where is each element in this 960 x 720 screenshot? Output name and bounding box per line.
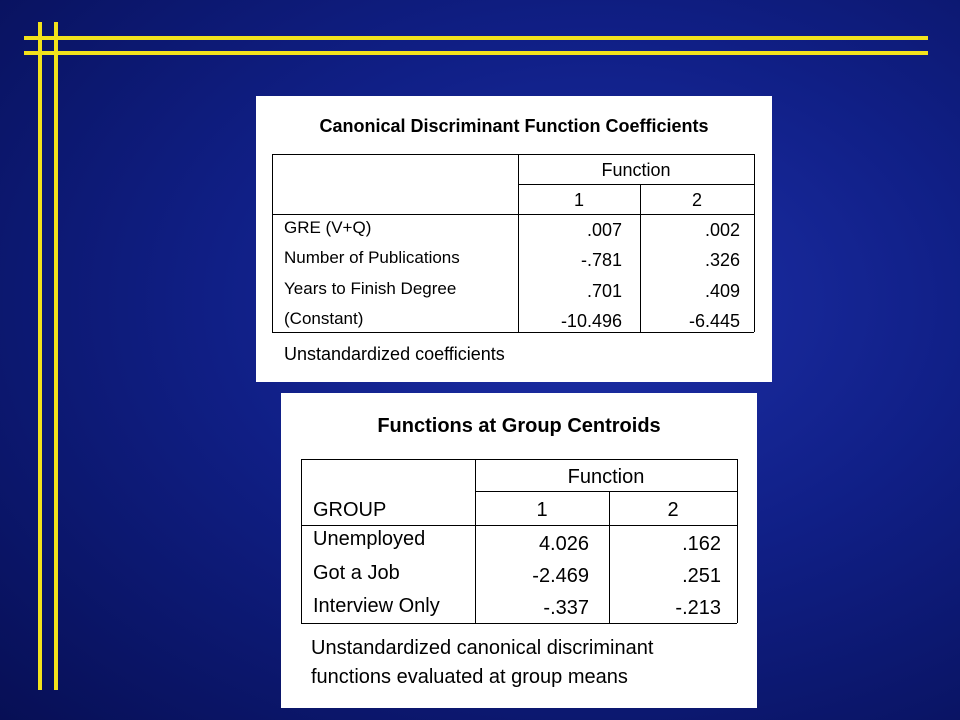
column-header-1: 1 — [536, 499, 548, 521]
decorative-vertical-line-2 — [54, 22, 58, 690]
value-cell: -.781 — [580, 250, 622, 270]
row-label: Unemployed — [313, 528, 426, 550]
value-cell: -6.445 — [688, 311, 740, 331]
value-cell: -.213 — [675, 597, 721, 619]
coefficients-table-panel — [256, 96, 772, 382]
value-cell: 4.026 — [538, 533, 589, 555]
centroids-footnote-line-1: Unstandardized canonical discriminant — [311, 637, 654, 659]
decorative-horizontal-line-2 — [24, 51, 928, 55]
centroids-table-title: Functions at Group Centroids — [377, 415, 661, 437]
value-cell: .701 — [586, 281, 622, 301]
row-header: GROUP — [313, 499, 387, 521]
row-label: GRE (V+Q) — [284, 218, 372, 237]
value-cell: -10.496 — [560, 311, 622, 331]
row-label: Got a Job — [313, 562, 400, 584]
value-cell: .002 — [704, 220, 740, 240]
column-header-2: 2 — [691, 190, 702, 210]
function-header: Function — [601, 160, 671, 180]
centroids-table-panel — [281, 393, 757, 708]
value-cell: .162 — [682, 533, 721, 555]
value-cell: .007 — [586, 220, 622, 240]
value-cell: .326 — [704, 250, 740, 270]
function-header: Function — [567, 466, 645, 488]
value-cell: .251 — [682, 565, 721, 587]
decorative-horizontal-line-1 — [24, 36, 928, 40]
value-cell: .409 — [704, 281, 740, 301]
row-label: Years to Finish Degree — [284, 279, 457, 298]
decorative-vertical-line-1 — [38, 22, 42, 690]
row-label: (Constant) — [284, 309, 364, 328]
column-header-1: 1 — [573, 190, 584, 210]
row-label: Interview Only — [313, 595, 440, 617]
coefficients-footnote: Unstandardized coefficients — [284, 344, 505, 364]
centroids-footnote-line-2: functions evaluated at group means — [311, 666, 628, 688]
value-cell: -2.469 — [532, 565, 589, 587]
coefficients-table-title: Canonical Discriminant Function Coefficients — [319, 116, 709, 136]
column-header-2: 2 — [667, 499, 679, 521]
value-cell: -.337 — [543, 597, 589, 619]
row-label: Number of Publications — [284, 248, 460, 267]
